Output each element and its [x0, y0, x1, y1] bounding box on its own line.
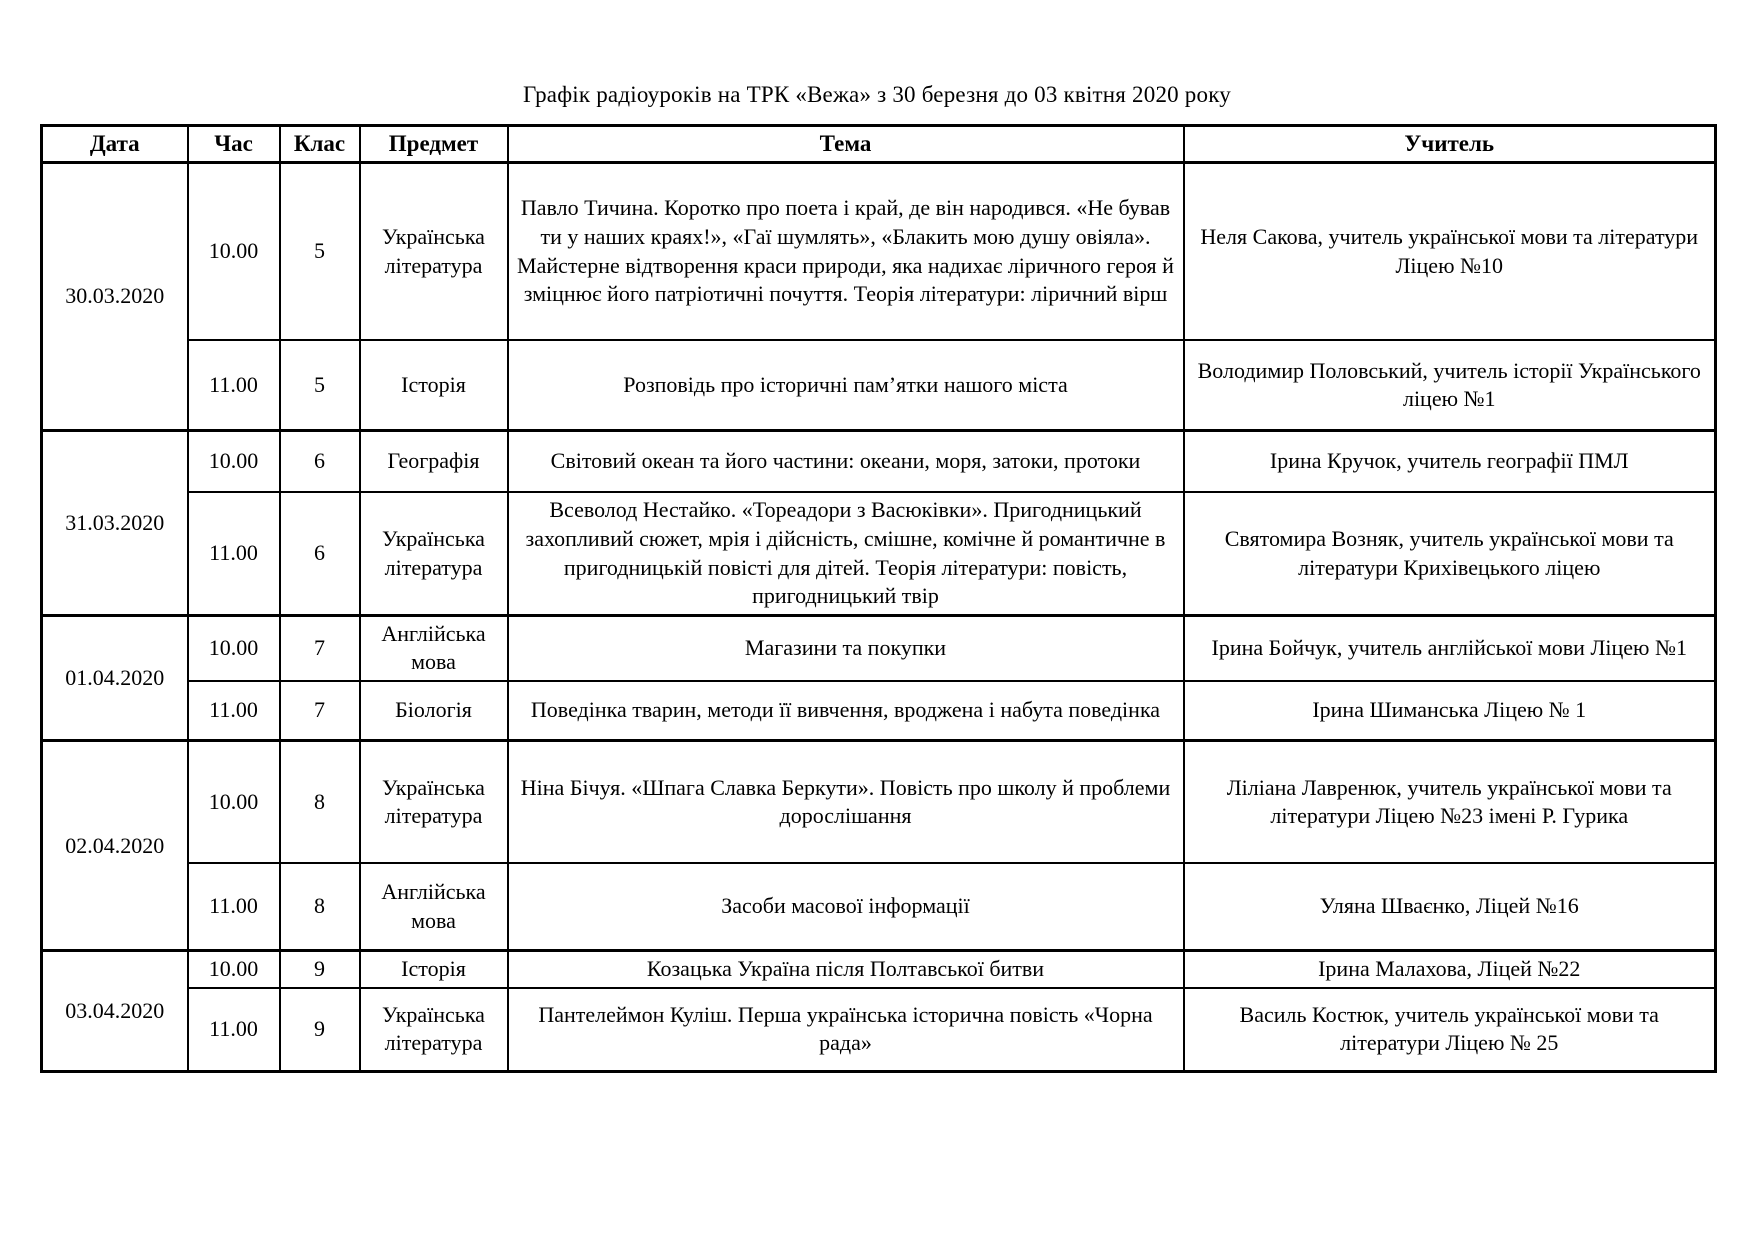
- teacher-cell: Ірина Бойчук, учитель англійської мови Ліцею №1: [1184, 615, 1716, 681]
- table-row: [42, 988, 1716, 1071]
- teacher-cell: Володимир Половський, учитель історії Українського ліцею №1: [1184, 340, 1716, 430]
- teacher-cell: Ірина Шиманська Ліцею № 1: [1184, 681, 1716, 741]
- time-cell: 11.00: [188, 863, 280, 951]
- grade-cell: 8: [280, 741, 360, 863]
- time-cell: 10.00: [188, 615, 280, 681]
- column-header-date: Дата: [42, 126, 188, 163]
- topic-cell: Пантелеймон Куліш. Перша українська історична повість «Чорна рада»: [508, 988, 1184, 1071]
- grade-cell: 6: [280, 430, 360, 492]
- topic-cell: Павло Тичина. Коротко про поета і край, де він народився. «Не бував ти у наших краях!», «Гаї шумлять», «Блакить мою душу овіяла». Майстерне відтворення краси природи, яка надихає ліричного героя й зміцнює його патріотичні почуття. Теорія літератури: ліричний вірш: [508, 162, 1184, 340]
- date-cell: 31.03.2020: [42, 430, 188, 615]
- table-row: [42, 681, 1716, 741]
- time-cell: 10.00: [188, 162, 280, 340]
- teacher-cell: Ірина Кручок, учитель географії ПМЛ: [1184, 430, 1716, 492]
- subject-cell: Біологія: [360, 681, 508, 741]
- table-row: [42, 430, 1716, 492]
- topic-cell: Засоби масової інформації: [508, 863, 1184, 951]
- column-header-topic: Тема: [508, 126, 1184, 163]
- time-cell: 10.00: [188, 430, 280, 492]
- subject-cell: Українська література: [360, 741, 508, 863]
- grade-cell: 9: [280, 951, 360, 988]
- teacher-cell: Василь Костюк, учитель української мови та літератури Ліцею № 25: [1184, 988, 1716, 1071]
- date-cell: 30.03.2020: [42, 162, 188, 430]
- date-cell: 02.04.2020: [42, 741, 188, 951]
- date-cell: 03.04.2020: [42, 951, 188, 1071]
- subject-cell: Українська література: [360, 492, 508, 615]
- schedule-body: [42, 162, 1716, 1071]
- topic-cell: Ніна Бічуя. «Шпага Славка Беркути». Повість про школу й проблеми дорослішання: [508, 741, 1184, 863]
- time-cell: 10.00: [188, 951, 280, 988]
- table-row: [42, 162, 1716, 340]
- teacher-cell: Уляна Шваєнко, Ліцей №16: [1184, 863, 1716, 951]
- column-header-time: Час: [188, 126, 280, 163]
- subject-cell: Українська література: [360, 988, 508, 1071]
- grade-cell: 6: [280, 492, 360, 615]
- header-row: [42, 126, 1716, 163]
- radio-lessons-schedule-table: [40, 124, 1717, 1073]
- subject-cell: Географія: [360, 430, 508, 492]
- table-row: [42, 340, 1716, 430]
- teacher-cell: Святомира Возняк, учитель української мови та літератури Крихівецького ліцею: [1184, 492, 1716, 615]
- grade-cell: 5: [280, 340, 360, 430]
- subject-cell: Англійська мова: [360, 863, 508, 951]
- time-cell: 11.00: [188, 340, 280, 430]
- grade-cell: 7: [280, 681, 360, 741]
- grade-cell: 9: [280, 988, 360, 1071]
- topic-cell: Всеволод Нестайко. «Тореадори з Васюківки». Пригодницький захопливий сюжет, мрія і дійсність, смішне, комічне й романтичне в пригодницькій повісті для дітей. Теорія літератури: повість, пригодницький твір: [508, 492, 1184, 615]
- subject-cell: Українська література: [360, 162, 508, 340]
- time-cell: 11.00: [188, 492, 280, 615]
- grade-cell: 8: [280, 863, 360, 951]
- time-cell: 11.00: [188, 988, 280, 1071]
- date-cell: 01.04.2020: [42, 615, 188, 741]
- topic-cell: Поведінка тварин, методи її вивчення, вроджена і набута поведінка: [508, 681, 1184, 741]
- teacher-cell: Неля Сакова, учитель української мови та літератури Ліцею №10: [1184, 162, 1716, 340]
- teacher-cell: Ліліана Лавренюк, учитель української мови та літератури Ліцею №23 імені Р. Гурика: [1184, 741, 1716, 863]
- table-row: [42, 951, 1716, 988]
- column-header-grade: Клас: [280, 126, 360, 163]
- teacher-cell: Ірина Малахова, Ліцей №22: [1184, 951, 1716, 988]
- topic-cell: Розповідь про історичні пам’ятки нашого міста: [508, 340, 1184, 430]
- page-title: Графік радіоуроків на ТРК «Вежа» з 30 березня до 03 квітня 2020 року: [523, 82, 1231, 107]
- time-cell: 11.00: [188, 681, 280, 741]
- time-cell: 10.00: [188, 741, 280, 863]
- topic-cell: Козацька Україна після Полтавської битви: [508, 951, 1184, 988]
- table-row: [42, 615, 1716, 681]
- table-row: [42, 863, 1716, 951]
- column-header-teacher: Учитель: [1184, 126, 1716, 163]
- table-row: [42, 492, 1716, 615]
- topic-cell: Світовий океан та його частини: океани, моря, затоки, протоки: [508, 430, 1184, 492]
- grade-cell: 5: [280, 162, 360, 340]
- table-row: [42, 741, 1716, 863]
- subject-cell: Історія: [360, 951, 508, 988]
- column-header-subject: Предмет: [360, 126, 508, 163]
- subject-cell: Історія: [360, 340, 508, 430]
- topic-cell: Магазини та покупки: [508, 615, 1184, 681]
- subject-cell: Англійська мова: [360, 615, 508, 681]
- grade-cell: 7: [280, 615, 360, 681]
